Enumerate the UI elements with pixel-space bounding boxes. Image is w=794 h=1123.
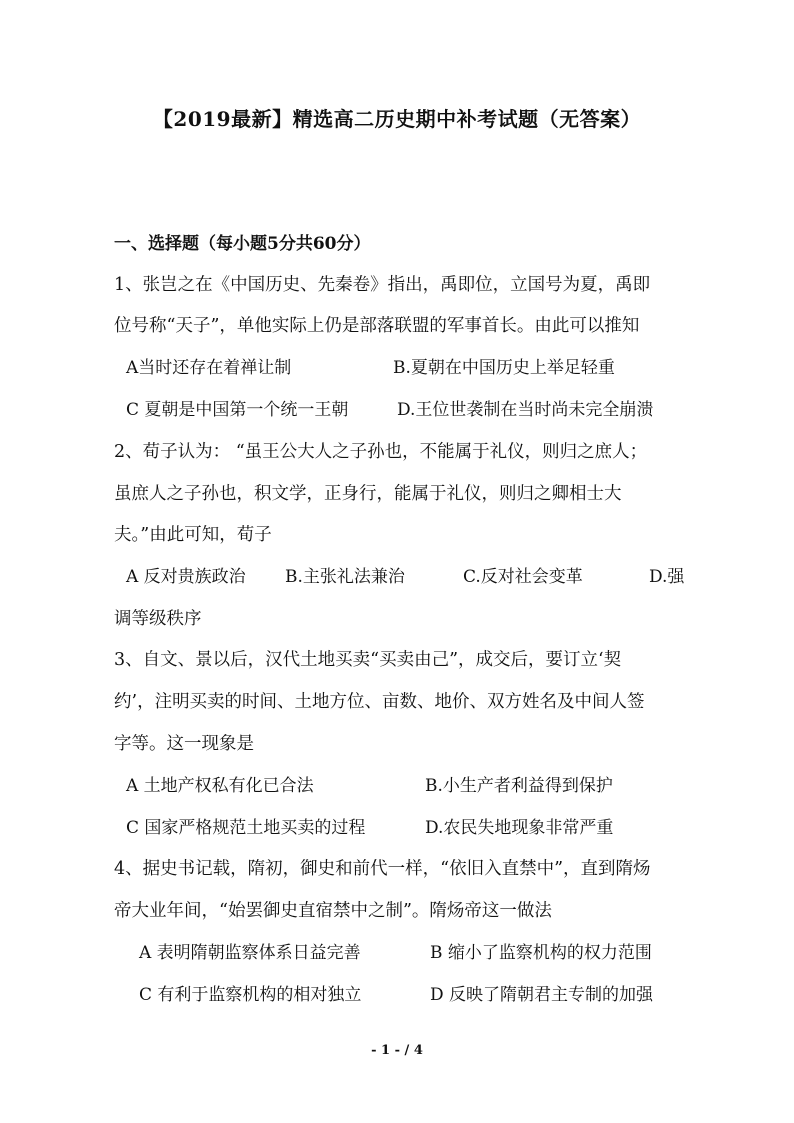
q2-line-3: 夫。”由此可知，荀子 [114,525,272,545]
q2-option-d: D.强 [649,567,685,587]
q1-line-2: 位号称“天子”，单他实际上仍是部落联盟的军事首长。由此可以推知 [114,316,640,336]
section-heading: 一、选择题（每小题5分共60分） [114,234,371,254]
q3-option-d: D.农民失地现象非常严重 [425,818,614,838]
q4-line-2: 帝大业年间，“始罢御史直宿禁中之制”。隋炀帝这一做法 [114,901,552,921]
q1-option-c: C 夏朝是中国第一个统一王朝 [126,400,349,420]
q1-line-1: 1、张岂之在《中国历史、先秦卷》指出，禹即位，立国号为夏，禹即 [114,275,651,295]
q4-option-c: C 有利于监察机构的相对独立 [139,985,362,1005]
q3-line-1: 3、自文、景以后，汉代土地买卖“买卖由己”，成交后，要订立‘契 [114,650,622,670]
q3-option-c: C 国家严格规范土地买卖的过程 [126,818,366,838]
q2-line-1: 2、荀子认为： “虽王公大人之子孙也，不能属于礼仪，则归之庶人； [114,442,648,462]
q4-option-b: B 缩小了监察机构的权力范围 [430,943,652,963]
page-title: 【2019最新】精选高二历史期中补考试题（无答案） [152,107,642,131]
q1-option-b: B.夏朝在中国历史上举足轻重 [393,358,615,378]
q2-option-d-continued: 调等级秩序 [114,609,202,629]
page-number: - 1 - / 4 [371,1043,423,1058]
q3-option-b: B.小生产者利益得到保护 [425,776,613,796]
q3-line-2: 约’，注明买卖的时间、土地方位、亩数、地价、双方姓名及中间人签 [114,692,645,712]
q4-option-d: D 反映了隋朝君主专制的加强 [430,985,654,1005]
q2-option-c: C.反对社会变革 [463,567,583,587]
q4-option-a: A 表明隋朝监察体系日益完善 [139,943,361,963]
q2-line-2: 虽庶人之子孙也，积文学，正身行，能属于礼仪，则归之卿相士大 [114,484,622,504]
q1-option-d: D.王位世袭制在当时尚未完全崩溃 [397,400,654,420]
q3-line-3: 字等。这一现象是 [114,734,254,754]
q1-option-a: A当时还存在着禅让制 [126,358,292,378]
q4-line-1: 4、据史书记载，隋初，御史和前代一样，“依旧入直禁中”，直到隋炀 [114,859,651,879]
q3-option-a: A 土地产权私有化已合法 [126,776,314,796]
q2-option-b: B.主张礼法兼治 [285,567,405,587]
q2-option-a: A 反对贵族政治 [126,567,246,587]
